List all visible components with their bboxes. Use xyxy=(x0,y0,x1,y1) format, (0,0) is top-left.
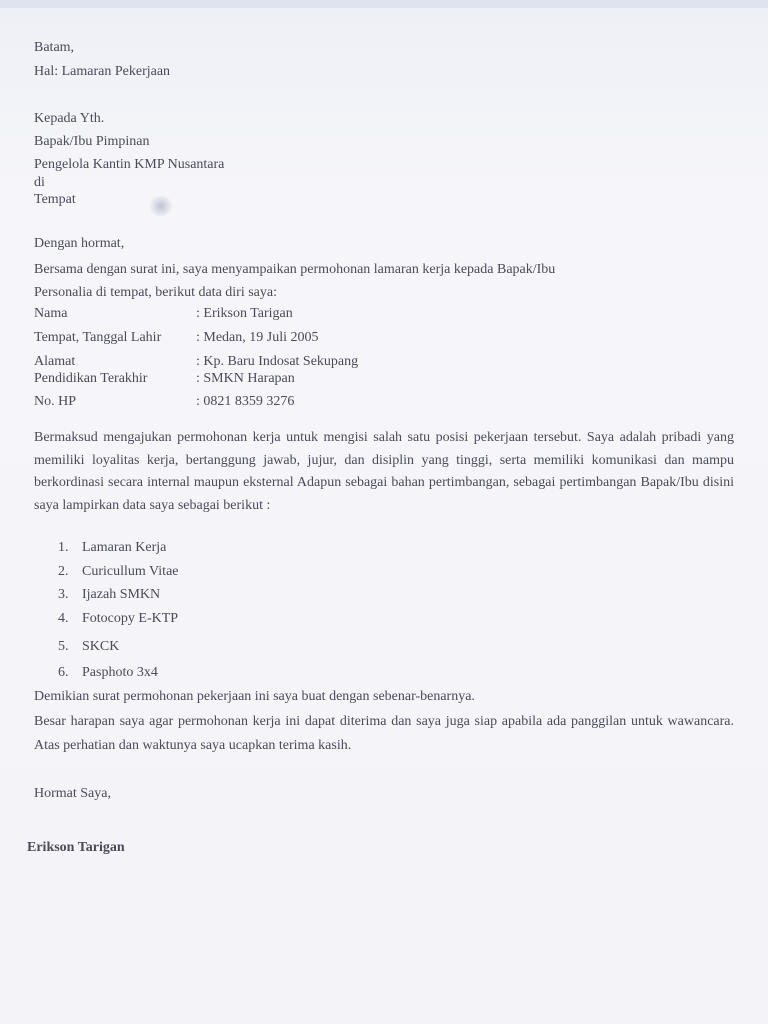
data-value: : Medan, 19 Juli 2005 xyxy=(196,330,319,345)
list-item: 1. Lamaran Kerja xyxy=(58,540,167,555)
recipient-line-3: Pengelola Kantin KMP Nusantara xyxy=(34,157,225,172)
sign-off: Hormat Saya, xyxy=(34,786,111,801)
letter-city: Batam, xyxy=(34,40,75,55)
recipient-line-5: Tempat xyxy=(34,192,76,207)
data-value: : Erikson Tarigan xyxy=(196,306,293,321)
signature-name: Erikson Tarigan xyxy=(27,840,125,855)
recipient-line-1: Kepada Yth. xyxy=(34,111,105,126)
list-item: 2. Curicullum Vitae xyxy=(58,564,179,579)
intro-line-1: Bersama dengan surat ini, saya menyampaikan permohonan lamaran kerja kepada Bapak/Ibu xyxy=(34,262,556,277)
scan-edge xyxy=(0,0,768,8)
data-value: : Kp. Baru Indosat Sekupang xyxy=(196,354,359,369)
letter-subject: Hal: Lamaran Pekerjaan xyxy=(34,64,171,79)
greeting: Dengan hormat, xyxy=(34,236,125,251)
data-label: Tempat, Tanggal Lahir xyxy=(34,330,162,345)
list-item: 5. SKCK xyxy=(58,639,120,654)
recipient-line-2: Bapak/Ibu Pimpinan xyxy=(34,134,150,149)
list-item: 3. Ijazah SMKN xyxy=(58,587,161,602)
data-value: : SMKN Harapan xyxy=(196,371,295,386)
body-paragraph: Bermaksud mengajukan permohonan kerja untuk mengisi salah satu posisi pekerjaan tersebut. Saya adalah pribadi yang memiliki loyalitas kerja, bertanggung jawab, jujur, dan disiplin yang tinggi, serta memiliki komunikasi dan mampu berkordinasi secara internal maupun eksternal Adapun sebagai bahan pertimbangan, sebagai pertimbangan Bapak/Ibu disini saya lampirkan data saya sebagai berikut : xyxy=(34,430,734,513)
list-item: 4. Fotocopy E-KTP xyxy=(58,611,179,626)
intro-line-2: Personalia di tempat, berikut data diri saya: xyxy=(34,285,277,300)
data-label: Alamat xyxy=(34,354,76,369)
ink-smudge xyxy=(150,196,172,216)
list-item: 6. Pasphoto 3x4 xyxy=(58,665,158,680)
closing-line-1: Demikian surat permohonan pekerjaan ini saya buat dengan sebenar-benarnya. xyxy=(34,689,475,704)
data-label: Pendidikan Terakhir xyxy=(34,371,148,386)
closing-paragraph: Besar harapan saya agar permohonan kerja ini dapat diterima dan saya juga siap apabila ada panggilan untuk wawancara. Atas perhatian dan waktunya saya ucapkan terima kasih. xyxy=(34,714,734,753)
data-value: : 0821 8359 3276 xyxy=(196,394,295,409)
data-label: No. HP xyxy=(34,394,77,409)
data-label: Nama xyxy=(34,306,68,321)
recipient-line-4: di xyxy=(34,175,45,190)
